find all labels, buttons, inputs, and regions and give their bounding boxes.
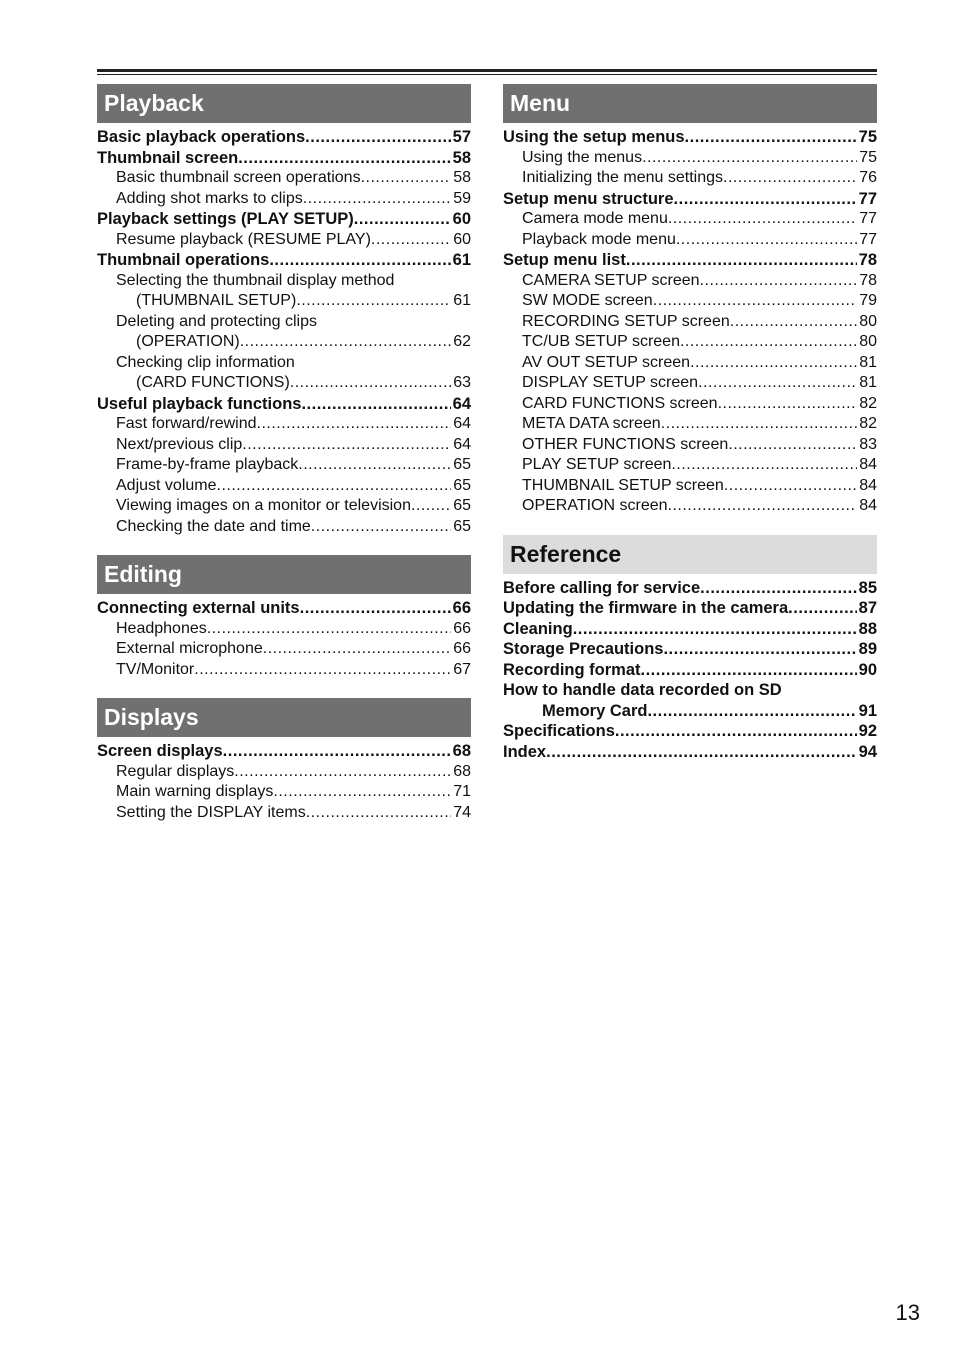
toc-entry[interactable] xyxy=(503,721,877,742)
toc-entry-page: 57 xyxy=(452,128,471,146)
toc-entry-title: THUMBNAIL SETUP screen xyxy=(522,476,724,494)
toc-entry[interactable] xyxy=(503,455,877,476)
toc-entry-page: 80 xyxy=(859,333,877,350)
dot-leader xyxy=(238,148,450,169)
dot-leader xyxy=(671,455,857,476)
toc-entry-title: Deleting and protecting clips xyxy=(116,312,318,330)
toc-entry-title: OPERATION screen xyxy=(522,497,668,514)
dot-leader xyxy=(234,762,451,783)
section-gap xyxy=(503,517,877,535)
toc-entry-page: 62 xyxy=(453,333,471,350)
toc-entry-page: 77 xyxy=(859,210,877,227)
dot-leader xyxy=(615,721,857,742)
toc-entry[interactable] xyxy=(503,250,877,271)
dot-leader xyxy=(296,291,451,312)
dot-leader xyxy=(685,127,857,148)
dot-leader xyxy=(647,701,856,722)
toc-entry-page: 65 xyxy=(453,517,471,535)
toc-entry-page: 66 xyxy=(453,640,471,657)
dot-leader xyxy=(668,209,857,230)
dot-leader xyxy=(641,660,857,681)
toc-entry[interactable] xyxy=(503,414,877,435)
toc-entry-page: 84 xyxy=(859,476,877,494)
toc-entry-title: OTHER FUNCTIONS screen xyxy=(522,435,729,453)
toc-entry[interactable] xyxy=(97,803,471,824)
toc-entry[interactable] xyxy=(503,148,877,169)
toc-entry[interactable] xyxy=(97,435,471,456)
dot-leader xyxy=(788,598,856,619)
dot-leader xyxy=(411,496,451,517)
toc-entry[interactable] xyxy=(97,189,471,210)
toc-entry[interactable] xyxy=(97,291,471,312)
toc-entry-title: Headphones xyxy=(116,619,207,637)
toc-entry[interactable] xyxy=(97,414,471,435)
toc-entry-title: Checking clip information xyxy=(116,353,295,371)
toc-entry-page: 84 xyxy=(859,497,877,514)
toc-entry-title: (OPERATION) xyxy=(136,333,240,350)
dot-leader xyxy=(207,619,451,640)
dot-leader xyxy=(240,332,452,353)
toc-entry-page: 91 xyxy=(858,701,877,720)
dot-leader xyxy=(700,578,856,599)
toc-entry-title: (THUMBNAIL SETUP) xyxy=(136,292,297,309)
top-rule-thick xyxy=(97,69,877,72)
dot-leader xyxy=(661,414,858,435)
dot-leader xyxy=(217,476,452,497)
toc-entry-page: 77 xyxy=(858,189,877,208)
toc-entry-title: Playback mode menu xyxy=(522,230,676,248)
toc-entry-title: Fast forward/rewind xyxy=(116,415,257,432)
dot-leader xyxy=(668,496,858,517)
toc-entry-page: 92 xyxy=(858,722,877,740)
toc-entry-page: 61 xyxy=(453,292,471,309)
toc-entry[interactable] xyxy=(503,189,877,210)
toc-entry-page: 58 xyxy=(453,169,471,186)
toc-entry-title: PLAY SETUP screen xyxy=(522,456,672,473)
toc-entry-title: Camera mode menu xyxy=(522,210,668,227)
toc-entry[interactable] xyxy=(503,353,877,374)
toc-entry-title: AV OUT SETUP screen xyxy=(522,353,691,371)
toc-entry-page: 64 xyxy=(452,394,471,413)
toc-entry-page: 87 xyxy=(858,599,877,617)
toc-entry[interactable] xyxy=(503,578,877,599)
toc-entry-title: Storage Precautions xyxy=(503,640,664,658)
dot-leader xyxy=(301,394,450,415)
toc-entry-page: 65 xyxy=(453,476,471,494)
dot-leader xyxy=(194,660,451,681)
section-gap xyxy=(97,537,471,555)
toc-entry-page: 90 xyxy=(858,660,877,679)
toc-entry[interactable] xyxy=(97,353,471,374)
toc-entry-title: Specifications xyxy=(503,722,615,740)
toc-entry-title: Resume playback (RESUME PLAY) xyxy=(116,230,371,248)
toc-entry[interactable] xyxy=(97,476,471,497)
dot-leader xyxy=(653,291,858,312)
toc-entry[interactable] xyxy=(503,598,877,619)
toc-entry-title: Index xyxy=(503,742,547,761)
toc-entry-title: Adjust volume xyxy=(116,476,217,494)
toc-entry[interactable] xyxy=(503,639,877,660)
toc-entry[interactable] xyxy=(97,394,471,415)
toc-entry[interactable] xyxy=(503,701,877,722)
dot-leader xyxy=(305,127,450,148)
toc-entry-page: 66 xyxy=(452,599,471,617)
toc-entry-title: Selecting the thumbnail display method xyxy=(116,271,395,289)
toc-entry[interactable] xyxy=(97,517,471,538)
toc-entry-page: 58 xyxy=(452,148,471,167)
toc-entry-title: External microphone xyxy=(116,640,263,657)
toc-entry-page: 82 xyxy=(859,415,877,432)
dot-leader xyxy=(361,168,452,189)
section-heading-menu: Menu xyxy=(503,84,877,123)
dot-leader xyxy=(724,476,857,497)
toc-entry[interactable] xyxy=(97,373,471,394)
toc-entry[interactable] xyxy=(97,619,471,640)
top-rule-thin xyxy=(97,74,877,75)
dot-leader xyxy=(642,148,857,169)
toc-entry-page: 74 xyxy=(453,803,471,821)
toc-entry-page: 60 xyxy=(452,210,471,228)
dot-leader xyxy=(546,742,857,763)
toc-entry[interactable] xyxy=(503,619,877,640)
toc-entry-page: 81 xyxy=(859,353,877,371)
toc-entry[interactable] xyxy=(503,209,877,230)
toc-entry-title: SW MODE screen xyxy=(522,292,653,309)
toc-entry[interactable] xyxy=(503,332,877,353)
dot-leader xyxy=(700,271,858,292)
toc-entry-page: 81 xyxy=(859,374,877,391)
dot-leader xyxy=(723,168,857,189)
toc-entry-title: Frame-by-frame playback xyxy=(116,456,299,473)
toc-entry[interactable] xyxy=(503,230,877,251)
page-number: 13 xyxy=(895,1300,920,1325)
toc-entry-page: 71 xyxy=(453,783,471,800)
toc-entry-title: Next/previous clip xyxy=(116,435,243,453)
dot-leader xyxy=(626,250,857,271)
toc-entry-page: 78 xyxy=(859,271,877,289)
toc-entry-title: Setup menu list xyxy=(503,251,626,269)
dot-leader xyxy=(690,353,857,374)
toc-entry[interactable] xyxy=(503,435,877,456)
toc-entry-page: 78 xyxy=(858,251,877,269)
toc-entry[interactable] xyxy=(503,394,877,415)
toc-entry-page: 75 xyxy=(858,128,877,146)
toc-entry[interactable] xyxy=(503,291,877,312)
toc-entry[interactable] xyxy=(97,230,471,251)
toc-entry[interactable] xyxy=(97,660,471,681)
toc-entry-title: Setup menu structure xyxy=(503,189,674,208)
toc-entry-title: How to handle data recorded on SD xyxy=(503,681,782,699)
dot-leader xyxy=(306,803,451,824)
dot-leader xyxy=(303,189,451,210)
toc-entry[interactable] xyxy=(97,496,471,517)
toc-entry-page: 75 xyxy=(859,148,877,166)
toc-entry-page: 61 xyxy=(452,251,471,269)
toc-entry[interactable] xyxy=(503,742,877,763)
dot-leader xyxy=(311,517,451,538)
toc-entry-title: Thumbnail operations xyxy=(97,251,270,269)
toc-entry-title: Updating the firmware in the camera xyxy=(503,599,789,617)
dot-leader xyxy=(223,741,451,762)
toc-entry-page: 79 xyxy=(859,292,877,309)
toc-entry[interactable] xyxy=(97,312,471,333)
dot-leader xyxy=(298,455,451,476)
toc-entry-page: 89 xyxy=(858,640,877,658)
toc-entry-page: 60 xyxy=(453,230,471,248)
toc-entry-title: TV/Monitor xyxy=(116,660,195,678)
toc-entry[interactable] xyxy=(97,598,471,619)
toc-entry[interactable] xyxy=(97,455,471,476)
toc-entry-title: Using the setup menus xyxy=(503,128,685,146)
toc-left-column xyxy=(97,84,471,823)
dot-leader xyxy=(698,373,857,394)
toc-entry[interactable] xyxy=(503,127,877,148)
toc-entry-title: RECORDING SETUP screen xyxy=(522,312,730,330)
toc-entry-page: 77 xyxy=(859,230,877,248)
toc-entry-title: Connecting external units xyxy=(97,599,300,617)
section-heading-reference: Reference xyxy=(503,535,877,574)
toc-entry-title: TC/UB SETUP screen xyxy=(522,333,680,350)
dot-leader xyxy=(573,619,857,640)
dot-leader xyxy=(273,782,451,803)
toc-entry-title: Regular displays xyxy=(116,762,235,780)
toc-entry-page: 64 xyxy=(453,435,471,453)
toc-entry-title: Main warning displays xyxy=(116,783,274,800)
toc-entry-title: Useful playback functions xyxy=(97,394,302,413)
dot-leader xyxy=(257,414,452,435)
toc-entry-page: 85 xyxy=(858,578,877,597)
toc-entry[interactable] xyxy=(97,168,471,189)
toc-entry-title: CAMERA SETUP screen xyxy=(522,271,700,289)
toc-entry[interactable] xyxy=(97,741,471,762)
toc-entry-page: 94 xyxy=(858,742,877,761)
dot-leader xyxy=(728,435,857,456)
toc-entry[interactable] xyxy=(503,660,877,681)
section-heading-displays: Displays xyxy=(97,698,471,737)
dot-leader xyxy=(676,230,857,251)
toc-entry-title: Initializing the menu settings xyxy=(522,169,723,186)
dot-leader xyxy=(718,394,858,415)
toc-entry-title: Thumbnail screen xyxy=(97,148,239,167)
toc-entry[interactable] xyxy=(503,496,877,517)
toc-entry-page: 64 xyxy=(453,415,471,432)
toc-entry-title: Setting the DISPLAY items xyxy=(116,803,306,821)
toc-entry-title: META DATA screen xyxy=(522,415,661,432)
dot-leader xyxy=(680,332,857,353)
toc-entry[interactable] xyxy=(97,782,471,803)
toc-entry[interactable] xyxy=(97,271,471,292)
toc-entry[interactable] xyxy=(503,271,877,292)
section-heading-playback: Playback xyxy=(97,84,471,123)
toc-entry[interactable] xyxy=(97,250,471,271)
toc-entry-page: 59 xyxy=(453,189,471,207)
toc-entry-title: Adding shot marks to clips xyxy=(116,189,303,207)
toc-entry-page: 65 xyxy=(453,456,471,473)
dot-leader xyxy=(269,250,450,271)
toc-entry-page: 76 xyxy=(859,169,877,186)
toc-entry[interactable] xyxy=(97,209,471,230)
toc-entry-title: Viewing images on a monitor or television xyxy=(116,497,411,514)
toc-entry[interactable] xyxy=(97,639,471,660)
dot-leader xyxy=(242,435,451,456)
dot-leader xyxy=(290,373,451,394)
toc-entry-title: (CARD FUNCTIONS) xyxy=(136,374,290,391)
toc-entry-title: Playback settings (PLAY SETUP) xyxy=(97,210,354,228)
toc-entry-page: 68 xyxy=(453,762,471,780)
toc-entry-page: 84 xyxy=(859,456,877,473)
toc-entry[interactable] xyxy=(97,127,471,148)
toc-entry-page: 65 xyxy=(453,497,471,514)
toc-entry-title: CARD FUNCTIONS screen xyxy=(522,394,718,412)
dot-leader xyxy=(663,639,856,660)
section-heading-editing: Editing xyxy=(97,555,471,594)
toc-entry-title: Memory Card xyxy=(542,701,648,720)
dot-leader xyxy=(300,598,451,619)
toc-entry-title: Basic thumbnail screen operations xyxy=(116,169,361,186)
toc-entry-page: 88 xyxy=(858,619,877,638)
toc-entry[interactable] xyxy=(97,148,471,169)
toc-entry-page: 68 xyxy=(452,742,471,760)
toc-entry-title: Before calling for service xyxy=(503,578,701,597)
toc-entry[interactable] xyxy=(503,373,877,394)
toc-entry-title: DISPLAY SETUP screen xyxy=(522,374,699,391)
toc-entry-title: Cleaning xyxy=(503,619,573,638)
toc-entry-page: 67 xyxy=(453,660,471,678)
dot-leader xyxy=(371,230,451,251)
dot-leader xyxy=(354,209,451,230)
toc-entry[interactable] xyxy=(503,476,877,497)
toc-entry[interactable] xyxy=(503,168,877,189)
dot-leader xyxy=(263,639,451,660)
toc-entry-title: Recording format xyxy=(503,660,641,679)
toc-entry-title: Checking the date and time xyxy=(116,517,311,535)
toc-entry[interactable] xyxy=(503,312,877,333)
dot-leader xyxy=(730,312,857,333)
toc-entry-page: 66 xyxy=(453,619,471,637)
toc-entry-title: Basic playback operations xyxy=(97,128,306,146)
toc-entry-page: 83 xyxy=(859,435,877,453)
toc-entry-page: 82 xyxy=(859,394,877,412)
toc-entry-page: 80 xyxy=(859,312,877,330)
toc-entry-title: Screen displays xyxy=(97,742,223,760)
section-gap xyxy=(97,680,471,698)
toc-entry-page: 63 xyxy=(453,374,471,391)
toc-entry[interactable] xyxy=(503,680,877,701)
toc-entry[interactable] xyxy=(97,332,471,353)
toc-entry-title: Using the menus xyxy=(522,148,643,166)
dot-leader xyxy=(674,189,857,210)
toc-entry[interactable] xyxy=(97,762,471,783)
toc-right-column xyxy=(503,84,877,762)
